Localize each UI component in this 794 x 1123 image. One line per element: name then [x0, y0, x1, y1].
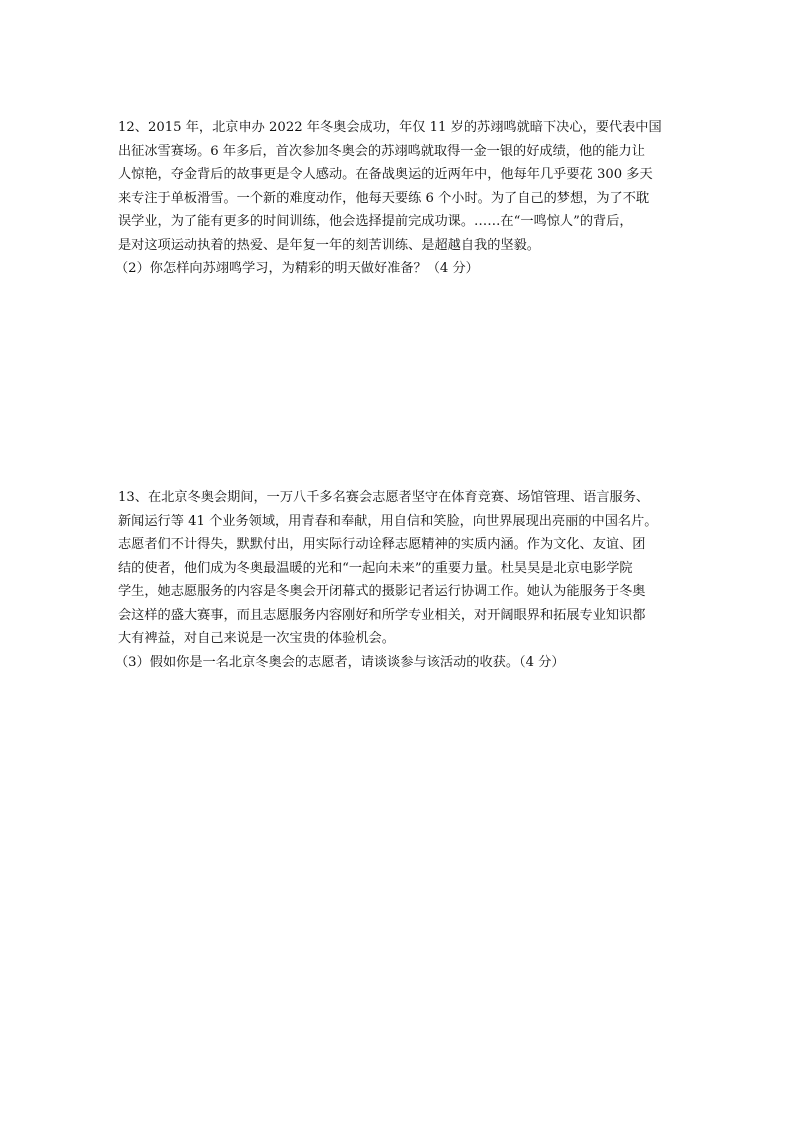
- question-13: [115, 486, 703, 674]
- question-12-line-4: 来专注于单板滑雪。一个新的难度动作，他每天要练 6 个小时。为了自己的梦想，为了不耽: [118, 190, 650, 206]
- question-13-line-2: 新闻运行等 41 个业务领域，用青春和奉献，用自信和笑脸，向世界展现出亮丽的中国名片。: [118, 513, 658, 529]
- question-13-line-5: 学生，她志愿服务的内容是冬奥会开闭幕式的摄影记者运行协调工作。她认为能服务于冬奥: [118, 584, 646, 599]
- question-13-line-4: 结的使者，他们成为冬奥最温暖的光和“一起向未来”的重要力量。杜昊昊是北京电影学院: [118, 560, 633, 576]
- question-12-line-5: 误学业，为了能有更多的时间训练，他会选择提前完成功课。……在“一鸣惊人”的背后，: [118, 214, 633, 229]
- question-13-line-1: 13、在北京冬奥会期间，一万八千多名赛会志愿者坚守在体育竞赛、场馆管理、语言服务、: [118, 490, 650, 505]
- question-13-line-6: 会这样的盛大赛事，而且志愿服务内容刚好和所学专业相关，对开阔眼界和拓展专业知识都: [118, 607, 646, 623]
- question-13-subquestion: （3）假如你是一名北京冬奥会的志愿者，请谈谈参与该活动的收获。（4 分）: [115, 654, 565, 670]
- question-12-line-1: 12、2015 年，北京申办 2022 年冬奥会成功，年仅 11 岁的苏翊鸣就暗下决心，要代表中国: [118, 120, 662, 135]
- question-13-line-3: 志愿者们不计得失，默默付出，用实际行动诠释志愿精神的实质内涵。作为文化、友谊、团: [118, 537, 646, 552]
- question-12-line-3: 人惊艳，夺金背后的故事更是令人感动。在备战奥运的近两年中，他每年几乎要花 300 多天: [118, 167, 653, 182]
- question-12-subquestion: （2）你怎样向苏翊鸣学习，为精彩的明天做好准备？（4 分）: [115, 261, 479, 276]
- question-12-line-2: 出征冰雪赛场。6 年多后，首次参加冬奥会的苏翊鸣就取得一金一银的好成绩，他的能力让: [118, 143, 645, 159]
- question-12: [115, 116, 703, 281]
- question-12-line-6: 是对这项运动执着的热爱、是年复一年的刻苦训练、是超越自我的坚毅。: [118, 237, 540, 253]
- question-13-line-7: 大有裨益，对自己来说是一次宝贵的体验机会。: [118, 631, 395, 646]
